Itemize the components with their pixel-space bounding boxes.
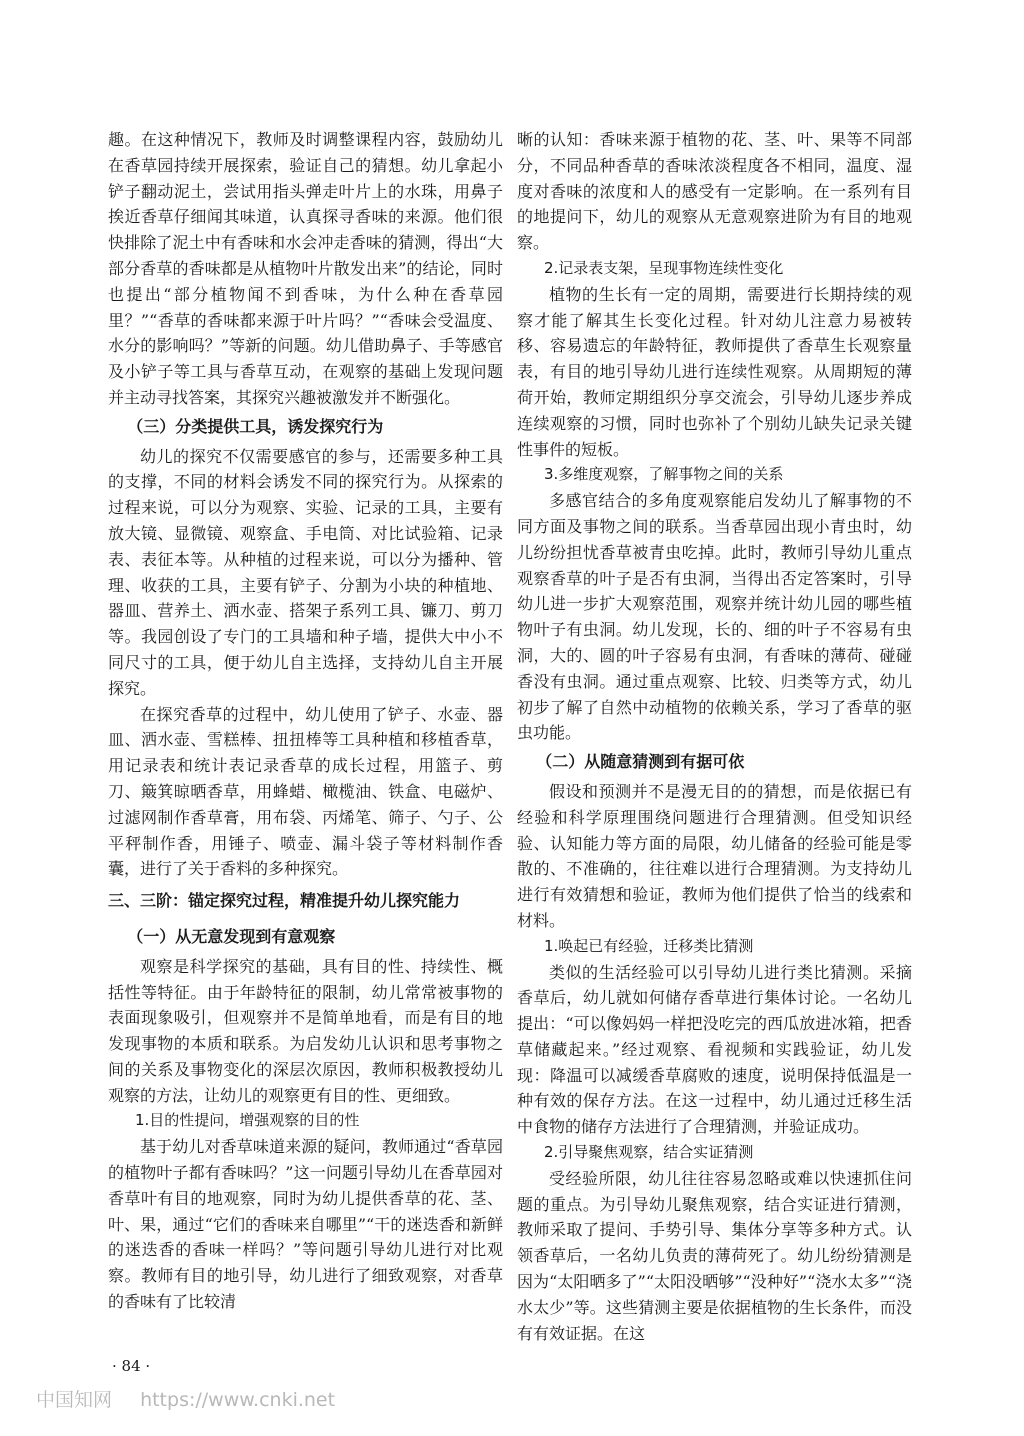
paragraph: 基于幼儿对香草味道来源的疑问，教师通过“香草园的植物叶子都有香味吗？”这一问题引导幼儿在香草园对香草叶有目的地观察，同时为幼儿提供香草的花、茎、叶、果，通过“它们的香味来自哪里”“干的迷迭香和新鲜的迷迭香的香味一样吗？”等问题引导幼儿进行对比观察。教师有目的地引导，幼儿进行了细致观察，对香草的香味有了比较清 — [108, 1137, 503, 1312]
paragraph: 趣。在这种情况下，教师及时调整课程内容，鼓励幼儿在香草园持续开展探索，验证自己的猜想。幼儿拿起小铲子翻动泥土，尝试用指头弹走叶片上的水珠，用鼻子挨近香草仔细闻其味道，认真探寻香味的来源。他们很快排除了泥土中有香味和水会冲走香味的猜测，得出“大部分香草的香味都是从植物叶片散发出来”的结论，同时也提出“部分植物闻不到香味，为什么种在香草园里？”“香草的香味都来源于叶片吗？”“香味会受温度、水分的影响吗？”等新的问题。幼儿借助鼻子、手等感官及小铲子等工具与香草互动，在观察的基础上发现问题并主动寻找答案，其探究兴趣被激发并不断强化。 — [108, 130, 503, 407]
right-column — [517, 127, 912, 1346]
footer-url[interactable]: https://www.cnki.net — [140, 1389, 336, 1411]
paragraph: 幼儿的探究不仅需要感官的参与，还需要多种工具的支撑，不同的材料会诱发不同的探究行为。从探索的过程来说，可以分为观察、实验、记录的工具，主要有放大镜、显微镜、观察盒、手电筒、对比试验箱、记录表、表征本等。从种植的过程来说，可以分为播种、管理、收获的工具，主要有铲子、分割为小块的种植地、器皿、营养土、洒水壶、搭架子系列工具、镰刀、剪刀等。我园创设了专门的工具墙和种子墙，提供大中小不同尺寸的工具，便于幼儿自主选择，支持幼儿自主开展探究。 — [108, 446, 503, 698]
subsection-heading: （三）分类提供工具，诱发探究行为 — [127, 416, 384, 436]
paragraph: 在探究香草的过程中，幼儿使用了铲子、水壶、器皿、洒水壶、雪糕棒、扭扭棒等工具种植和移植香草，用记录表和统计表记录香草的成长过程，用篮子、剪刀、簸箕晾晒香草，用蜂蜡、橄榄油、铁盒、电磁炉、过滤网制作香草膏，用布袋、丙烯笔、筛子、勺子、公平秤制作香，用锤子、喷壶、漏斗袋子等材料制作香囊，进行了关于香料的多种探究。 — [108, 704, 503, 879]
subsection-heading: （二）从随意猜测到有据可依 — [536, 752, 745, 772]
subsection-heading: 2.记录表支架，呈现事物连续性变化 — [544, 258, 784, 277]
subsection-heading: 1.唤起已有经验，迁移类比猜测 — [544, 936, 754, 955]
paragraph: 晰的认知：香味来源于植物的花、茎、叶、果等不同部分，不同品种香草的香味浓淡程度各不相同，温度、湿度对香味的浓度和人的感受有一定影响。在一系列有目的地提问下，幼儿的观察从无意观察进阶为有目的地观察。 — [517, 130, 912, 253]
page-number: · 84 · — [112, 1357, 151, 1375]
section-heading: 三、三阶：锚定探究过程，精准提升幼儿探究能力 — [108, 891, 461, 911]
subsection-heading: 2.引导聚焦观察，结合实证猜测 — [544, 1143, 754, 1162]
paragraph: 多感官结合的多角度观察能启发幼儿了解事物的不同方面及事物之间的联系。当香草园出现小青虫时，幼儿纷纷担忧香草被青虫吃掉。此时，教师引导幼儿重点观察香草的叶子是否有虫洞，当得出否定答案时，引导幼儿进一步扩大观察范围，观察并统计幼儿园的哪些植物叶子有虫洞。幼儿发现，长的、细的叶子不容易有虫洞，大的、圆的叶子容易有虫洞，有香味的薄荷、碰碰香没有虫洞。通过重点观察、比较、归类等方式，幼儿初步了解了自然中动植物的依赖关系，学习了香草的驱虫功能。 — [517, 491, 912, 743]
paragraph: 植物的生长有一定的周期，需要进行长期持续的观察才能了解其生长变化过程。针对幼儿注意力易被转移、容易遗忘的年龄特征，教师提供了香草生长观察量表，有目的地引导幼儿进行连续性观察。从周期短的薄荷开始，教师定期组织分享交流会，引导幼儿逐步养成连续观察的习惯，同时也弥补了个别幼儿缺失记录关键性事件的短板。 — [517, 284, 912, 459]
subsection-heading: 1.目的性提问，增强观察的目的性 — [135, 1111, 360, 1130]
left-column — [108, 127, 503, 1315]
footer-watermark — [36, 1385, 357, 1412]
paragraph: 受经验所限，幼儿往往容易忽略或难以快速抓住问题的重点。为引导幼儿聚焦观察，结合实证进行猜测，教师采取了提问、手势引导、集体分享等多种方式。认领香草后，一名幼儿负责的薄荷死了。幼儿纷纷猜测是因为“太阳晒多了”“太阳没晒够”“没种好”“浇水太多”“浇水太少”等。这些猜测主要是依据植物的生长条件，而没有有效证据。在这 — [517, 1168, 912, 1343]
paragraph: 观察是科学探究的基础，具有目的性、持续性、概括性等特征。由于年龄特征的限制，幼儿常常被事物的表面现象吸引，但观察并不是简单地看，而是有目的地发现事物的本质和联系。为启发幼儿认识和思考事物之间的关系及事物变化的深层次原因，教师积极教授幼儿观察的方法，让幼儿的观察更有目的性、更细致。 — [108, 956, 503, 1105]
paragraph: 类似的生活经验可以引导幼儿进行类比猜测。采摘香草后，幼儿就如何储存香草进行集体讨论。一名幼儿提出：“可以像妈妈一样把没吃完的西瓜放进冰箱，把香草储藏起来。”经过观察、看视频和实践验证，幼儿发现：降温可以减缓香草腐败的速度，说明保持低温是一种有效的保存方法。在这一过程中，幼儿通过迁移生活中食物的储存方法进行了合理猜测，并验证成功。 — [517, 962, 912, 1137]
subsection-heading: 3.多维度观察，了解事物之间的关系 — [544, 465, 784, 484]
subsection-heading: （一）从无意发现到有意观察 — [127, 926, 336, 946]
paragraph: 假设和预测并不是漫无目的的猜想，而是依据已有经验和科学原理围绕问题进行合理猜测。但受知识经验、认知能力等方面的局限，幼儿储备的经验可能是零散的、不准确的，往往难以进行合理猜测。为支持幼儿进行有效猜想和验证，教师为他们提供了恰当的线索和材料。 — [517, 781, 912, 930]
footer-site-name: 中国知网 — [36, 1389, 113, 1411]
